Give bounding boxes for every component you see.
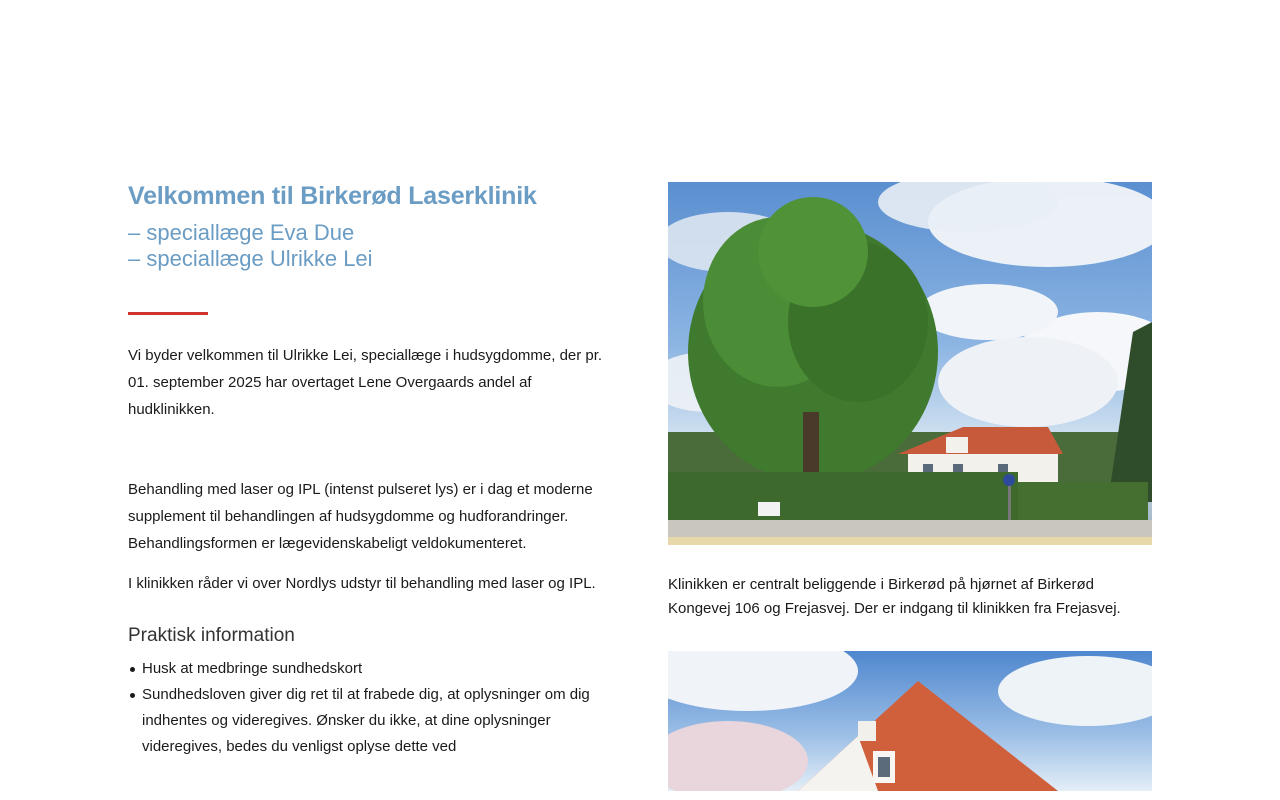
equipment-paragraph: I klinikken råder vi over Nordlys udstyr til behandling med laser og IPL. — [128, 574, 596, 592]
red-divider — [128, 312, 208, 315]
clinic-location-caption: Klinikken er centralt beliggende i Birkerød på hjørnet af Birkerød Kongevej 106 og Frejasvej. Der er indgang til klinikken fra Frejasvej. — [668, 576, 1121, 617]
practical-list — [128, 656, 608, 760]
treatment-paragraph: Behandling med laser og IPL (intenst pulseret lys) er i dag et moderne supplement til behandlingen af hudsygdomme og hudforandringer. Behandlingsformen er lægevidenskabeligt veldokumenteret. — [128, 481, 593, 552]
clinic-column — [668, 182, 1152, 791]
page-title: Velkommen til Birkerød Laserklinik — [128, 182, 537, 210]
clinic-corner-photo — [668, 182, 1152, 545]
subtitle — [128, 220, 608, 272]
practical-heading: Praktisk information — [128, 624, 295, 646]
subtitle-line-ulrikke: – speciallæge Ulrikke Lei — [128, 246, 373, 271]
list-item: Sundhedsloven giver dig ret til at frabede dig, at oplysninger om dig indhentes og videregives. Ønsker du ikke, at dine oplysninger videregives, bedes du venligst oplyse dette ved — [142, 682, 608, 760]
welcome-paragraph: Vi byder velkommen til Ulrikke Lei, speciallæge i hudsygdomme, der pr. 01. september 2025 har overtaget Lene Overgaards andel af hudklinikken. — [128, 347, 603, 418]
clinic-house-photo — [668, 651, 1152, 791]
list-item: Husk at medbringe sundhedskort — [142, 656, 608, 682]
subtitle-line-eva: – speciallæge Eva Due — [128, 220, 355, 245]
intro-column — [128, 180, 608, 760]
